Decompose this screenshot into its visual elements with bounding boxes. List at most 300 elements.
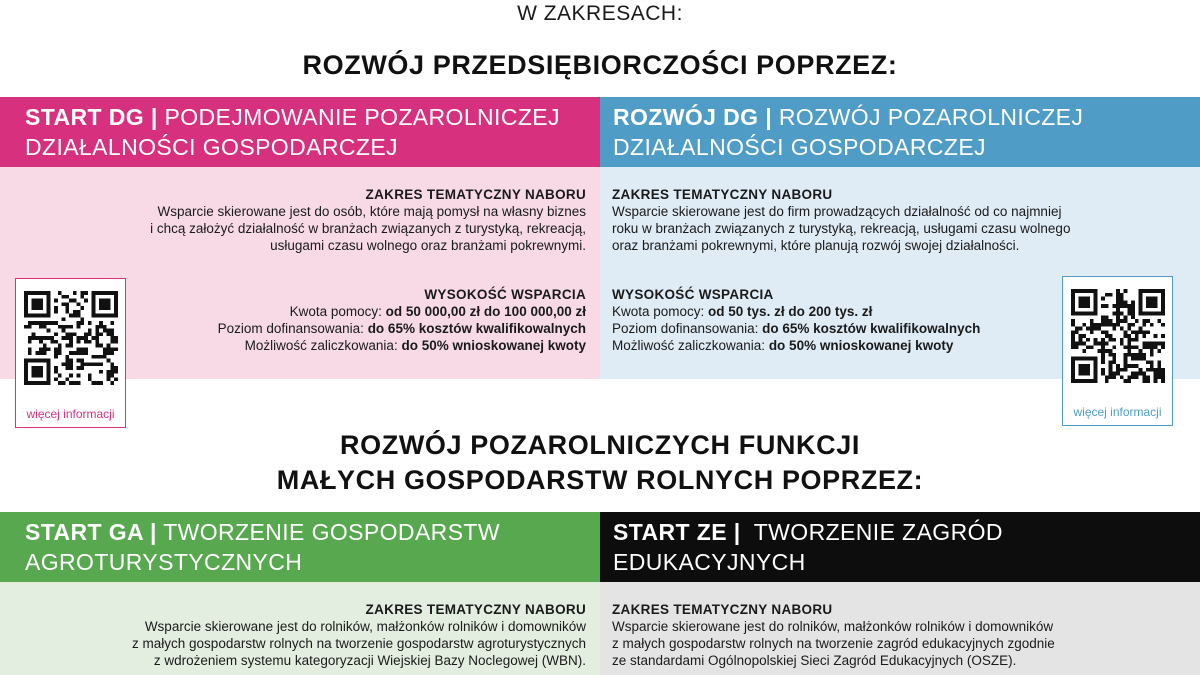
qr-module bbox=[1090, 323, 1094, 327]
qr-module bbox=[103, 314, 107, 318]
qr-module bbox=[47, 377, 51, 381]
qr-module bbox=[77, 340, 81, 344]
qr-module bbox=[88, 340, 92, 344]
qr-module bbox=[1086, 345, 1090, 349]
start-dg-qr-caption[interactable]: więcej informacji bbox=[26, 407, 115, 421]
qr-module bbox=[39, 302, 43, 306]
start-ze-zakres-line: ze standardami Ogólnopolskiej Sieci Zagród Edukacyjnych (OSZE). bbox=[612, 653, 1017, 668]
qr-module bbox=[28, 321, 32, 325]
qr-module bbox=[69, 325, 73, 329]
rozwoj-dg-row-poziom: Poziom dofinansowania: do 65% kosztów kwalifikowalnych bbox=[612, 321, 981, 336]
qr-module bbox=[32, 370, 36, 374]
qr-module bbox=[92, 362, 96, 366]
qr-module bbox=[1150, 368, 1154, 372]
qr-module bbox=[88, 332, 92, 336]
qr-module bbox=[1075, 289, 1079, 293]
qr-module bbox=[35, 381, 39, 385]
qr-module bbox=[103, 351, 107, 355]
qr-module bbox=[1071, 323, 1075, 327]
qr-module bbox=[1161, 342, 1165, 346]
qr-module bbox=[1135, 353, 1139, 357]
qr-module bbox=[1142, 323, 1146, 327]
qr-module bbox=[1116, 364, 1120, 368]
qr-module bbox=[1146, 375, 1150, 379]
start-dg-qr-link[interactable] bbox=[15, 278, 126, 428]
qr-module bbox=[1131, 372, 1135, 376]
qr-module bbox=[1157, 368, 1161, 372]
qr-module bbox=[1105, 315, 1109, 319]
start-ze-title-line1: TWORZENIE ZAGRÓD bbox=[753, 519, 1003, 545]
qr-module bbox=[1109, 293, 1113, 297]
qr-module bbox=[88, 374, 92, 378]
rozwoj-dg-qr-caption[interactable]: więcej informacji bbox=[1073, 405, 1162, 419]
qr-module bbox=[1131, 308, 1135, 312]
qr-module bbox=[77, 359, 81, 363]
qr-module bbox=[1154, 289, 1158, 293]
section2-title-line2: MAŁYCH GOSPODARSTW ROLNYCH POPRZEZ: bbox=[276, 465, 924, 495]
qr-module bbox=[1071, 289, 1075, 293]
qr-module bbox=[1109, 372, 1113, 376]
qr-module bbox=[43, 344, 47, 348]
qr-module bbox=[1139, 327, 1143, 331]
start-ze-zakres-line: z małych gospodarstw rolnych na tworzenie zagród edukacyjnych zgodnie bbox=[612, 636, 1055, 651]
qr-module bbox=[1101, 357, 1105, 361]
qr-module bbox=[1082, 342, 1086, 346]
qr-module bbox=[47, 370, 51, 374]
qr-module bbox=[1124, 334, 1128, 338]
qr-module bbox=[1146, 297, 1150, 301]
qr-module bbox=[32, 359, 36, 363]
qr-module bbox=[1086, 379, 1090, 383]
qr-module bbox=[107, 374, 111, 378]
qr-module bbox=[54, 332, 58, 336]
qr-module bbox=[24, 291, 28, 295]
qr-module bbox=[114, 336, 118, 340]
qr-module bbox=[73, 332, 77, 336]
qr-module bbox=[1124, 345, 1128, 349]
qr-module bbox=[110, 351, 114, 355]
qr-module bbox=[1150, 300, 1154, 304]
qr-module bbox=[35, 336, 39, 340]
start-dg-title-line2: DZIAŁALNOŚCI GOSPODARCZEJ bbox=[25, 134, 398, 160]
qr-module bbox=[1101, 372, 1105, 376]
qr-module bbox=[1135, 319, 1139, 323]
qr-module bbox=[92, 302, 96, 306]
qr-module bbox=[1075, 327, 1079, 331]
qr-module bbox=[99, 314, 103, 318]
qr-module bbox=[1075, 342, 1079, 346]
qr-module bbox=[1082, 297, 1086, 301]
qr-module bbox=[35, 366, 39, 370]
qr-module bbox=[69, 362, 73, 366]
qr-module bbox=[95, 329, 99, 333]
qr-module bbox=[1105, 379, 1109, 383]
qr-module bbox=[1090, 357, 1094, 361]
qr-module bbox=[77, 302, 81, 306]
qr-module bbox=[114, 366, 118, 370]
qr-module bbox=[1157, 342, 1161, 346]
qr-module bbox=[1154, 342, 1158, 346]
qr-module bbox=[73, 310, 77, 314]
qr-module bbox=[73, 351, 77, 355]
qr-module bbox=[1161, 289, 1165, 293]
qr-module bbox=[1094, 293, 1098, 297]
qr-module bbox=[114, 306, 118, 310]
rozwoj-dg-code: ROZWÓJ DG | bbox=[613, 104, 773, 130]
qr-module bbox=[62, 325, 66, 329]
qr-module bbox=[114, 302, 118, 306]
qr-module bbox=[80, 291, 84, 295]
qr-module bbox=[114, 299, 118, 303]
qr-module bbox=[73, 299, 77, 303]
qr-module bbox=[1131, 345, 1135, 349]
qr-module bbox=[35, 359, 39, 363]
qr-module bbox=[69, 336, 73, 340]
qr-module bbox=[110, 336, 114, 340]
qr-module bbox=[1082, 379, 1086, 383]
qr-module bbox=[95, 381, 99, 385]
qr-module bbox=[1082, 364, 1086, 368]
qr-module bbox=[65, 366, 69, 370]
qr-module bbox=[92, 381, 96, 385]
qr-module bbox=[1094, 308, 1098, 312]
qr-module bbox=[47, 362, 51, 366]
qr-module bbox=[32, 302, 36, 306]
qr-module bbox=[77, 314, 81, 318]
qr-module bbox=[58, 351, 62, 355]
qr-module bbox=[39, 336, 43, 340]
qr-module bbox=[1116, 368, 1120, 372]
qr-module bbox=[73, 314, 77, 318]
qr-module bbox=[35, 302, 39, 306]
qr-module bbox=[1150, 297, 1154, 301]
start-ga-header bbox=[0, 512, 600, 582]
qr-module bbox=[1082, 300, 1086, 304]
qr-module bbox=[1071, 372, 1075, 376]
qr-module bbox=[1124, 304, 1128, 308]
qr-module bbox=[1090, 289, 1094, 293]
qr-module bbox=[1131, 364, 1135, 368]
qr-module bbox=[1139, 368, 1143, 372]
qr-module bbox=[114, 314, 118, 318]
qr-module bbox=[35, 374, 39, 378]
qr-module bbox=[1150, 345, 1154, 349]
qr-module bbox=[1150, 353, 1154, 357]
qr-module bbox=[1094, 364, 1098, 368]
qr-module bbox=[1157, 375, 1161, 379]
qr-module bbox=[1127, 323, 1131, 327]
qr-module bbox=[114, 347, 118, 351]
qr-module bbox=[99, 355, 103, 359]
qr-module bbox=[1146, 342, 1150, 346]
qr-module bbox=[62, 381, 66, 385]
qr-module bbox=[1101, 368, 1105, 372]
qr-module bbox=[54, 306, 58, 310]
qr-module bbox=[1146, 289, 1150, 293]
qr-module bbox=[1127, 334, 1131, 338]
start-dg-row-zaliczka: Możliwość zaliczkowania: do 50% wnioskowanej kwoty bbox=[244, 338, 586, 353]
qr-module bbox=[1154, 334, 1158, 338]
section1-title: ROZWÓJ PRZEDSIĘBIORCZOŚCI POPRZEZ: bbox=[302, 50, 898, 80]
qr-module bbox=[1109, 319, 1113, 323]
qr-module bbox=[47, 291, 51, 295]
qr-module bbox=[54, 310, 58, 314]
qr-module bbox=[1131, 330, 1135, 334]
qr-module bbox=[1142, 345, 1146, 349]
start-ze-code: START ZE | bbox=[613, 519, 741, 545]
qr-module bbox=[1075, 312, 1079, 316]
qr-module bbox=[1161, 368, 1165, 372]
start-dg-zakres-line: Wsparcie skierowane jest do osób, które mają pomysł na własny biznes bbox=[157, 204, 586, 219]
qr-module bbox=[1142, 334, 1146, 338]
qr-module bbox=[1090, 312, 1094, 316]
qr-module bbox=[80, 306, 84, 310]
qr-module bbox=[1071, 345, 1075, 349]
qr-module bbox=[92, 299, 96, 303]
qr-module bbox=[77, 347, 81, 351]
qr-module bbox=[92, 291, 96, 295]
intro-text: W ZAKRESACH: bbox=[517, 2, 683, 25]
qr-module bbox=[1094, 327, 1098, 331]
qr-module bbox=[1150, 342, 1154, 346]
qr-module bbox=[1071, 379, 1075, 383]
qr-module bbox=[1086, 372, 1090, 376]
qr-module bbox=[1075, 379, 1079, 383]
qr-module bbox=[1075, 345, 1079, 349]
qr-module bbox=[69, 381, 73, 385]
qr-module bbox=[24, 366, 28, 370]
qr-module bbox=[1120, 319, 1124, 323]
qr-module bbox=[1097, 327, 1101, 331]
qr-module bbox=[1082, 357, 1086, 361]
qr-module bbox=[1112, 375, 1116, 379]
start-dg-zakres-line: usługami czasu wolnego oraz branżami pokrewnymi. bbox=[270, 238, 586, 253]
qr-module bbox=[110, 366, 114, 370]
qr-module bbox=[1120, 342, 1124, 346]
qr-module bbox=[1112, 357, 1116, 361]
qr-module bbox=[1105, 323, 1109, 327]
qr-module bbox=[35, 299, 39, 303]
qr-module bbox=[1094, 300, 1098, 304]
qr-module bbox=[1105, 349, 1109, 353]
qr-module bbox=[1157, 349, 1161, 353]
qr-module bbox=[1124, 330, 1128, 334]
qr-module bbox=[65, 359, 69, 363]
rozwoj-dg-qr-link[interactable] bbox=[1062, 276, 1173, 426]
qr-module bbox=[92, 336, 96, 340]
qr-module bbox=[107, 344, 111, 348]
qr-module bbox=[1094, 375, 1098, 379]
qr-module bbox=[32, 332, 36, 336]
qr-module bbox=[95, 344, 99, 348]
qr-module bbox=[95, 340, 99, 344]
rozwoj-dg-wysokosc-label: WYSOKOŚĆ WSPARCIA bbox=[612, 287, 774, 302]
qr-module bbox=[1101, 323, 1105, 327]
qr-module bbox=[103, 329, 107, 333]
qr-module bbox=[1071, 334, 1075, 338]
qr-module bbox=[43, 336, 47, 340]
qr-module bbox=[1116, 289, 1120, 293]
qr-module bbox=[1071, 375, 1075, 379]
rozwoj-dg-zakres-line: roku w branżach związanych z turystyką, rekreacją, usługami czasu wolnego bbox=[612, 221, 1071, 236]
qr-module bbox=[1146, 379, 1150, 383]
qr-module bbox=[1082, 323, 1086, 327]
qr-module bbox=[107, 347, 111, 351]
qr-module bbox=[1112, 304, 1116, 308]
qr-module bbox=[110, 332, 114, 336]
qr-module bbox=[107, 291, 111, 295]
qr-module bbox=[1142, 375, 1146, 379]
qr-module bbox=[1150, 364, 1154, 368]
qr-module bbox=[1086, 368, 1090, 372]
qr-module bbox=[110, 321, 114, 325]
qr-module bbox=[1131, 357, 1135, 361]
qr-module bbox=[24, 325, 28, 329]
qr-module bbox=[62, 362, 66, 366]
qr-module bbox=[39, 321, 43, 325]
qr-module bbox=[1135, 330, 1139, 334]
qr-module bbox=[1127, 353, 1131, 357]
qr-module bbox=[1101, 353, 1105, 357]
qr-module bbox=[43, 325, 47, 329]
qr-module bbox=[1082, 289, 1086, 293]
qr-module bbox=[1071, 357, 1075, 361]
qr-module bbox=[1142, 357, 1146, 361]
qr-module bbox=[1086, 364, 1090, 368]
qr-module bbox=[1124, 300, 1128, 304]
qr-module bbox=[1146, 312, 1150, 316]
qr-module bbox=[99, 306, 103, 310]
qr-module bbox=[1071, 297, 1075, 301]
qr-module bbox=[24, 295, 28, 299]
qr-module bbox=[84, 291, 88, 295]
qr-module bbox=[1071, 293, 1075, 297]
qr-module bbox=[1124, 353, 1128, 357]
qr-module bbox=[114, 310, 118, 314]
qr-module bbox=[32, 314, 36, 318]
qr-module bbox=[103, 347, 107, 351]
qr-module bbox=[65, 344, 69, 348]
qr-module bbox=[1079, 338, 1083, 342]
qr-module bbox=[80, 366, 84, 370]
qr-module bbox=[50, 321, 54, 325]
qr-module bbox=[1086, 304, 1090, 308]
qr-module bbox=[1139, 330, 1143, 334]
qr-module bbox=[1071, 368, 1075, 372]
qr-module bbox=[1120, 368, 1124, 372]
qr-module bbox=[1139, 297, 1143, 301]
qr-module bbox=[62, 302, 66, 306]
qr-module bbox=[110, 362, 114, 366]
rozwoj-dg-zakres-label: ZAKRES TEMATYCZNY NABORU bbox=[612, 187, 833, 202]
qr-module bbox=[32, 366, 36, 370]
start-ga-zakres-line: Wsparcie skierowane jest do rolników, małżonków rolników i domowników bbox=[144, 619, 586, 634]
qr-module bbox=[1157, 289, 1161, 293]
qr-module bbox=[103, 325, 107, 329]
qr-module bbox=[107, 306, 111, 310]
start-ga-zakres-line: z wdrożeniem systemu kategoryzacji Wiejskiej Bazy Noclegowej (WBN). bbox=[153, 653, 586, 668]
qr-module bbox=[1120, 375, 1124, 379]
qr-module bbox=[35, 291, 39, 295]
qr-module bbox=[107, 332, 111, 336]
qr-module bbox=[1079, 289, 1083, 293]
qr-module bbox=[77, 325, 81, 329]
qr-module bbox=[1082, 349, 1086, 353]
qr-module bbox=[1116, 315, 1120, 319]
qr-module bbox=[39, 314, 43, 318]
qr-module bbox=[92, 295, 96, 299]
qr-module bbox=[1097, 342, 1101, 346]
qr-module bbox=[1154, 379, 1158, 383]
qr-module bbox=[1094, 312, 1098, 316]
qr-module bbox=[1146, 360, 1150, 364]
qr-module bbox=[69, 351, 73, 355]
qr-module bbox=[1116, 319, 1120, 323]
qr-module bbox=[77, 366, 81, 370]
qr-module bbox=[54, 370, 58, 374]
qr-module bbox=[1135, 338, 1139, 342]
qr-module bbox=[43, 381, 47, 385]
qr-module bbox=[69, 332, 73, 336]
qr-module bbox=[1131, 353, 1135, 357]
qr-module bbox=[1127, 349, 1131, 353]
qr-module bbox=[1090, 319, 1094, 323]
qr-module bbox=[1146, 300, 1150, 304]
qr-module bbox=[35, 306, 39, 310]
qr-module bbox=[47, 310, 51, 314]
qr-module bbox=[1161, 372, 1165, 376]
qr-module bbox=[1101, 319, 1105, 323]
qr-module bbox=[77, 321, 81, 325]
qr-module bbox=[39, 359, 43, 363]
qr-module bbox=[24, 370, 28, 374]
qr-module bbox=[24, 310, 28, 314]
qr-module bbox=[1139, 357, 1143, 361]
qr-module bbox=[1120, 338, 1124, 342]
qr-module bbox=[95, 362, 99, 366]
rozwoj-dg-row-kwota: Kwota pomocy: od 50 tys. zł do 200 tys. zł bbox=[612, 304, 873, 319]
qr-module bbox=[54, 347, 58, 351]
qr-module bbox=[1105, 334, 1109, 338]
qr-module bbox=[99, 325, 103, 329]
qr-module bbox=[69, 374, 73, 378]
qr-module bbox=[1090, 379, 1094, 383]
qr-module bbox=[24, 362, 28, 366]
qr-module bbox=[1154, 297, 1158, 301]
qr-module bbox=[32, 321, 36, 325]
qr-module bbox=[1124, 319, 1128, 323]
qr-module bbox=[1075, 357, 1079, 361]
qr-module bbox=[99, 370, 103, 374]
start-ga-zakres-line: z małych gospodarstw rolnych na tworzenie gospodarstw agroturystycznych bbox=[132, 636, 586, 651]
qr-module bbox=[65, 325, 69, 329]
qr-module bbox=[32, 291, 36, 295]
qr-module bbox=[80, 359, 84, 363]
qr-module bbox=[1086, 327, 1090, 331]
qr-module bbox=[1116, 323, 1120, 327]
rozwoj-dg-title-line1: ROZWÓJ POZAROLNICZEJ bbox=[778, 104, 1084, 130]
qr-module bbox=[47, 302, 51, 306]
qr-module bbox=[1135, 357, 1139, 361]
qr-module bbox=[114, 291, 118, 295]
qr-module bbox=[69, 359, 73, 363]
rozwoj-dg-title-line2: DZIAŁALNOŚCI GOSPODARCZEJ bbox=[613, 134, 986, 160]
qr-module bbox=[1120, 293, 1124, 297]
qr-module bbox=[62, 295, 66, 299]
qr-module bbox=[1094, 379, 1098, 383]
qr-module bbox=[1161, 300, 1165, 304]
qr-module bbox=[95, 325, 99, 329]
